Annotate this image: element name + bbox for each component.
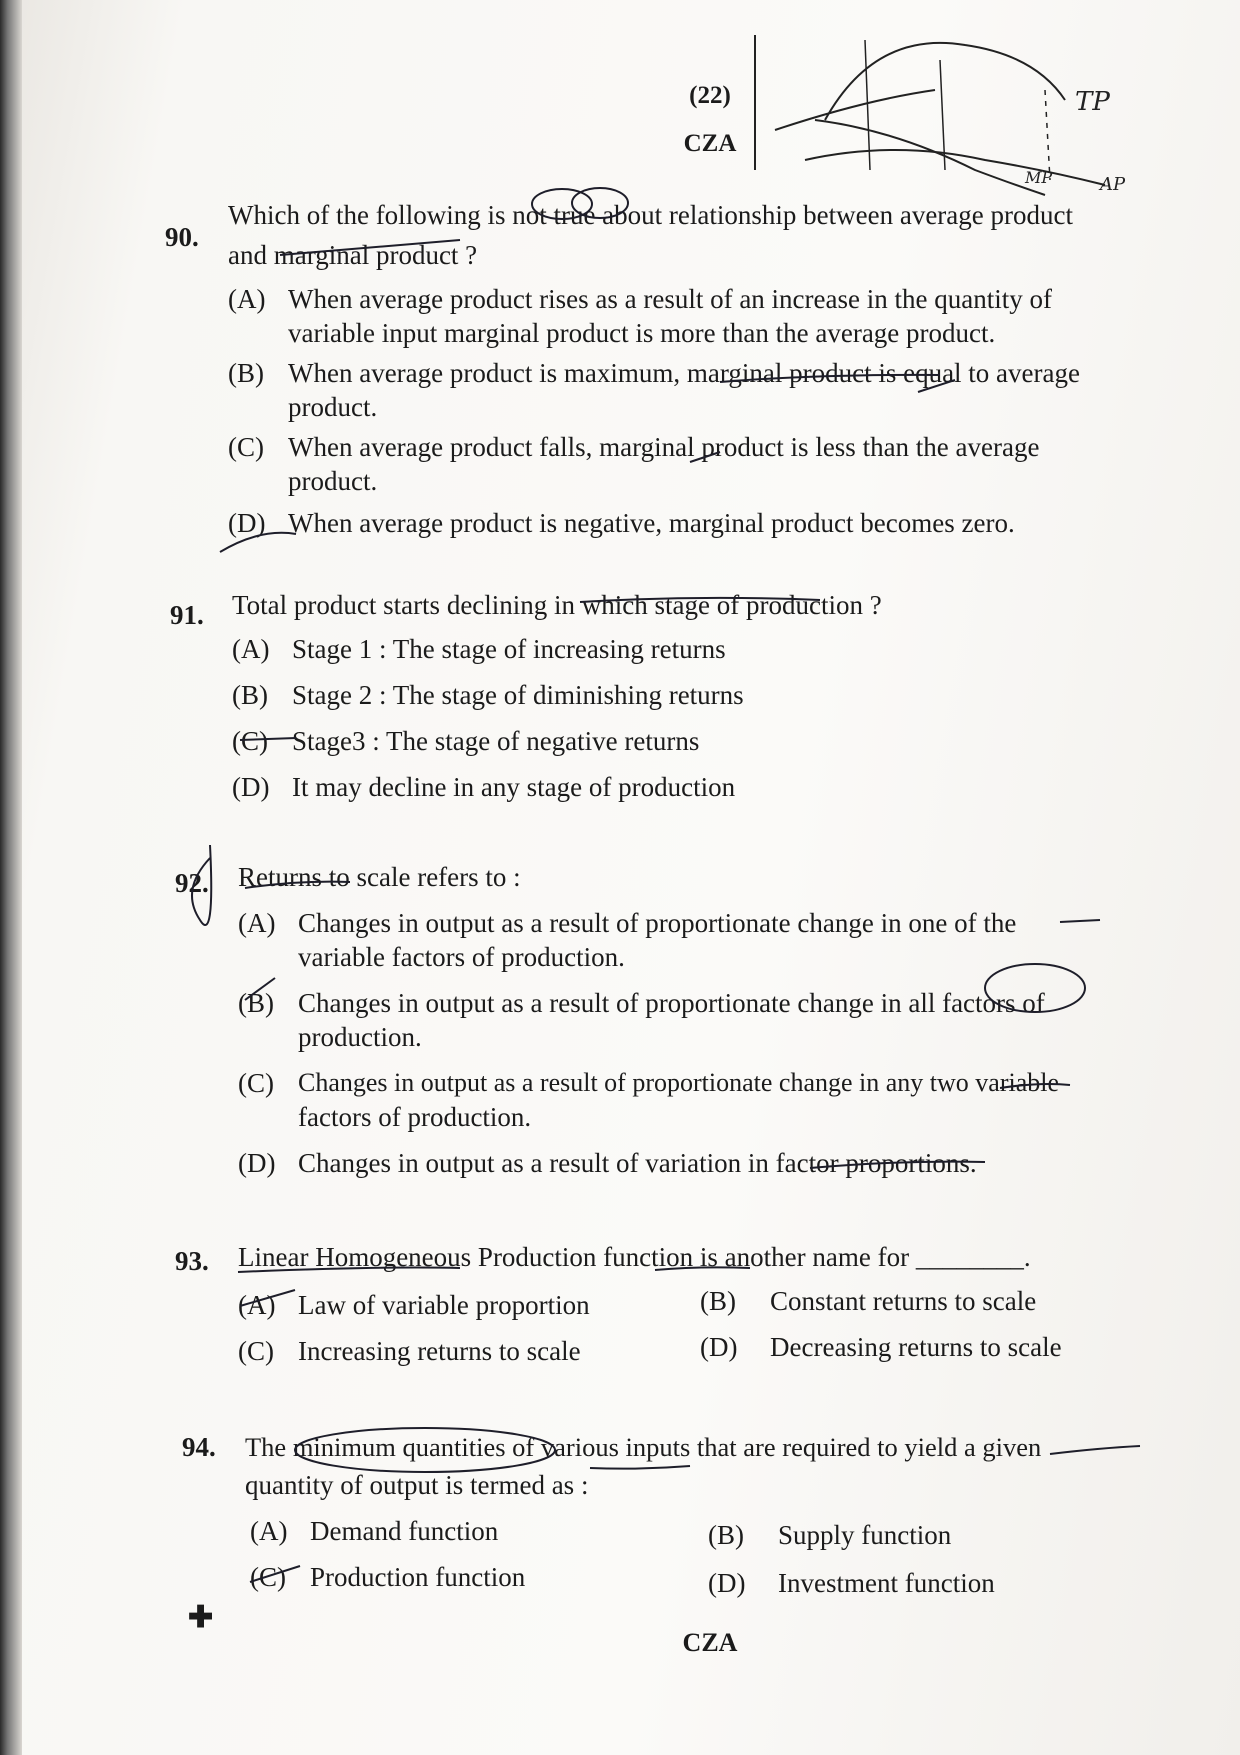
option-label: (C) (250, 1562, 286, 1592)
question-number: 94. (182, 1432, 216, 1462)
option-text: Stage 2 : The stage of diminishing returns (292, 680, 744, 710)
option-text: Increasing returns to scale (298, 1336, 581, 1366)
option-label: (A) (232, 634, 270, 664)
option-text: Investment function (778, 1568, 995, 1598)
option-text: When average product is negative, marginal product becomes zero. (288, 508, 1015, 538)
option-text: Changes in output as a result of proportionate change in one of the (298, 908, 1017, 938)
option-text: When average product is maximum, marginal product is equal to average (288, 358, 1080, 388)
option-text: Law of variable proportion (298, 1290, 590, 1320)
question-text: Returns to scale refers to : (238, 862, 521, 892)
option-label: (B) (232, 680, 268, 710)
question-text: Which of the following is not true about relationship between average product (228, 200, 1073, 230)
option-label: (A) (238, 1290, 276, 1320)
question-text-cont: and marginal product ? (228, 240, 478, 270)
option-label: (C) (238, 1068, 274, 1098)
option-text: Stage3 : The stage of negative returns (292, 726, 700, 756)
option-label: (A) (250, 1516, 288, 1546)
option-text-cont: product. (288, 466, 378, 496)
paper-code-header: CZA (683, 130, 737, 157)
option-text: Changes in output as a result of variation in factor proportions. (298, 1148, 977, 1178)
question-number: 90. (165, 222, 199, 252)
option-label: (A) (228, 284, 266, 314)
graph-label-ap: AP (1100, 174, 1126, 195)
question-text: Linear Homogeneous Production function is another name for ________. (238, 1242, 1031, 1272)
option-text: Decreasing returns to scale (770, 1332, 1062, 1362)
option-text-cont: variable factors of production. (298, 942, 625, 972)
option-text-cont: production. (298, 1022, 422, 1052)
option-text: Production function (310, 1562, 526, 1592)
option-text: Constant returns to scale (770, 1286, 1037, 1316)
option-text: It may decline in any stage of production (292, 772, 736, 802)
page-binding-edge (0, 0, 22, 1755)
paper-code-footer: CZA (682, 1628, 738, 1657)
option-label: (D) (700, 1332, 738, 1362)
option-label: (A) (238, 908, 276, 938)
question-number: 91. (170, 600, 204, 630)
option-label: (C) (228, 432, 264, 462)
option-label: (D) (228, 508, 266, 538)
option-label: (D) (238, 1148, 276, 1178)
option-label: (B) (238, 988, 274, 1018)
handwritten-production-graph (745, 20, 1175, 220)
registration-plus-mark: ✚ (188, 1601, 214, 1634)
question-number: 93. (175, 1246, 209, 1276)
option-label: (B) (700, 1286, 736, 1316)
option-text: When average product falls, marginal product is less than the average (288, 432, 1040, 462)
option-text: Supply function (778, 1520, 952, 1550)
option-label: (D) (708, 1568, 746, 1598)
option-text-cont: product. (288, 392, 378, 422)
page-number: (22) (689, 82, 731, 109)
graph-label-tp: TP (1075, 87, 1110, 117)
option-label: (C) (238, 1336, 274, 1366)
option-label: (B) (708, 1520, 744, 1550)
graph-label-mp: MP (1025, 168, 1053, 187)
option-text: Changes in output as a result of proportionate change in all factors of (298, 988, 1045, 1018)
option-text: Demand function (310, 1516, 499, 1546)
option-text: When average product rises as a result of an increase in the quantity of (288, 284, 1052, 314)
question-text: The minimum quantities of various inputs that are required to yield a given (245, 1432, 1042, 1462)
option-text: Stage 1 : The stage of increasing returns (292, 634, 726, 664)
option-label: (D) (232, 772, 270, 802)
option-label: (B) (228, 358, 264, 388)
question-text-cont: quantity of output is termed as : (245, 1470, 589, 1500)
option-text: Changes in output as a result of proportionate change in any two variable (298, 1068, 1060, 1097)
option-text-cont: variable input marginal product is more than the average product. (288, 318, 996, 348)
option-label: (C) (232, 726, 268, 756)
question-text: Total product starts declining in which stage of production ? (232, 590, 882, 620)
question-number: 92. (175, 868, 209, 898)
option-text-cont: factors of production. (298, 1102, 532, 1132)
